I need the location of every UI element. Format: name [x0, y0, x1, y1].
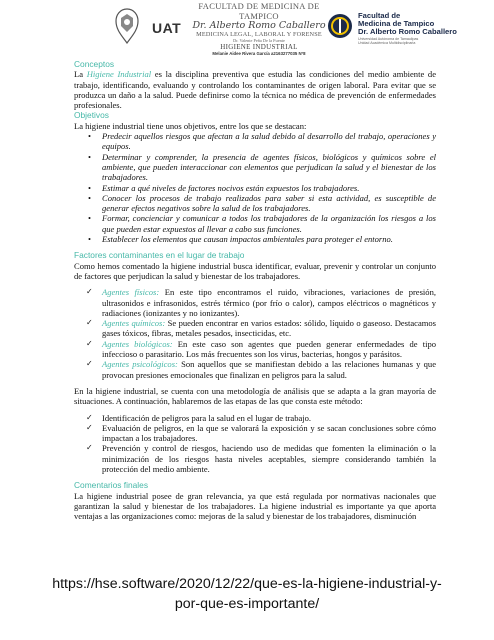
heading-comentarios: Comentarios finales [74, 480, 149, 491]
list-item: ✓ Prevención y control de riesgos, haciendo uso de medidas que fomenten la eliminación o la minimización de los riesgos hasta niveles aceptables, siempre considerando también la protección del medio ambiente. [74, 443, 436, 474]
list-item: ✓ Agentes físicos: En este tipo encontramos el ruido, vibraciones, variaciones de presión, ultrasonidos e infrasonidos, estrés térmico (por frío o calor), campos eléctricos o magnéticos y radiaciones (ionizantes y no ionizantes). [74, 287, 436, 318]
list-item: • Estimar a qué niveles de factores nocivos están expuestos los trabajadores. [74, 183, 436, 193]
url-line-1: https://hse.software/2020/12/22/que-es-la-higiene-industrial-y- [52, 576, 442, 592]
objetivos-list [74, 131, 436, 244]
header-title-block [184, 1, 334, 56]
professor-name: Dr. Valente Peña De la Fuente [233, 38, 285, 43]
topic-name: HIGIENE INDUSTRIAL [220, 43, 298, 51]
list-item: ✓ Agentes biológicos: En este caso son agentes que pueden generar enfermedades de tipo infeccioso o parasitario. Los más frecuentes son los virus, bacterias, hongos y parásitos. [74, 339, 436, 360]
heading-objetivos: Objetivos [74, 110, 109, 121]
faculty-director: Dr. Alberto Romo Caballero [192, 20, 326, 31]
objetivos-intro: La higiene industrial tiene unos objetivos, entre los que se destacan: [74, 120, 307, 131]
page-header [0, 0, 494, 58]
list-item: • Conocer los procesos de trabajo realizados para saber si esta actividad, es susceptible de generar efectos negativos sobre la salud de los trabajadores. [74, 193, 436, 214]
heading-conceptos: Conceptos [74, 59, 115, 69]
document-body [74, 59, 436, 521]
url-line-2: por-que-es-importante/ [174, 596, 320, 612]
metodologia-intro: En la higiene industrial, se cuenta con una metodología de análisis que se adapta a la gran mayoría de situaciones. A continuación, hablaremos de las etapas de las que consta este método: [74, 385, 436, 407]
subject-name: MEDICINA LEGAL, LABORAL Y FORENSE [196, 31, 322, 38]
list-item: • Determinar y comprender, la presencia de agentes físicos, biológicos y químicos sobre el ambiente, que pueden interaccionar con elementos que perjudican la salud y el bienestar de los trabajadores. [74, 152, 436, 183]
student-info: Melanie Aidee Rivera García a2163277035 Nº8 [212, 51, 306, 56]
list-item: • Predecir aquellos riesgos que afectan a la salud debido al desarrollo del trabajo, operaciones y equipos. [74, 131, 436, 152]
faculty-logo-text: Facultad de Medicina de Tampico Dr. Alberto Romo Caballero Universidad Autónoma de Tamaulipas Unidad Académica Multidisciplinaria [358, 11, 457, 45]
faculty-name: FACULTAD DE MEDICINA DE TAMPICO [198, 1, 320, 21]
source-url [0, 574, 494, 614]
list-item: ✓ Agentes psicológicos: Son aquellos que se manifiestan debido a las relaciones humanas y que provocan presiones emocionales que finalizan en peligros para la salud. [74, 359, 436, 380]
comentarios-paragraph: La higiene industrial posee de gran relevancia, ya que está regulada por normativas nacionales que garantizan la salud y bienestar de los trabajadores. La higiene industrial es importante ya que aporta ventajas a las organizaciones como: mejoras de la salud y bienestar de los trabajadores, disminución [74, 490, 436, 522]
uat-logo-text: UAT [152, 20, 182, 36]
list-item: ✓ Identificación de peligros para la salud en el lugar de trabajo. [74, 413, 436, 423]
factores-intro: Como hemos comentado la higiene industrial busca identificar, evaluar, prevenir y controlar un conjunto de factores que perjudican la salud y bienestar de los trabajadores. [74, 260, 436, 281]
agentes-list [74, 287, 436, 380]
list-item: ✓ Evaluación de peligros, en la que se valorará la exposición y se sacan conclusiones sobre cómo impactan a los trabajadores. [74, 423, 436, 444]
list-item: • Establecer los elementos que causan impactos ambientales para proteger el entorno. [74, 234, 436, 244]
list-item: ✓ Agentes químicos: Se pueden encontrar en varios estados: sólido, líquido o gaseoso. Destacamos gases tóxicos, fibras, metales pesados, insecticidas, etc. [74, 318, 436, 339]
heading-factores: Factores contaminantes en el lugar de trabajo [74, 250, 245, 261]
list-item: • Formar, concienciar y comunicar a todos los trabajadores de la organización los riesgos a los que pueden estar expuestos al llevar a cabo sus funciones. [74, 213, 436, 234]
faculty-logo-icon [327, 13, 353, 39]
university-seal-icon [110, 6, 144, 46]
conceptos-paragraph: La Higiene Industrial es la disciplina preventiva que estudia las condiciones del medio ambiente de trabajo, identificando, evaluando y controlando los contaminantes de origen laboral. Para evitar que se produzca un daño a la salud. Puede definirse como la técnica no médica de prevención de enfermedades profesionales. [74, 69, 436, 111]
term-higiene-industrial: Higiene Industrial [86, 69, 152, 80]
metodologia-list [74, 413, 436, 475]
